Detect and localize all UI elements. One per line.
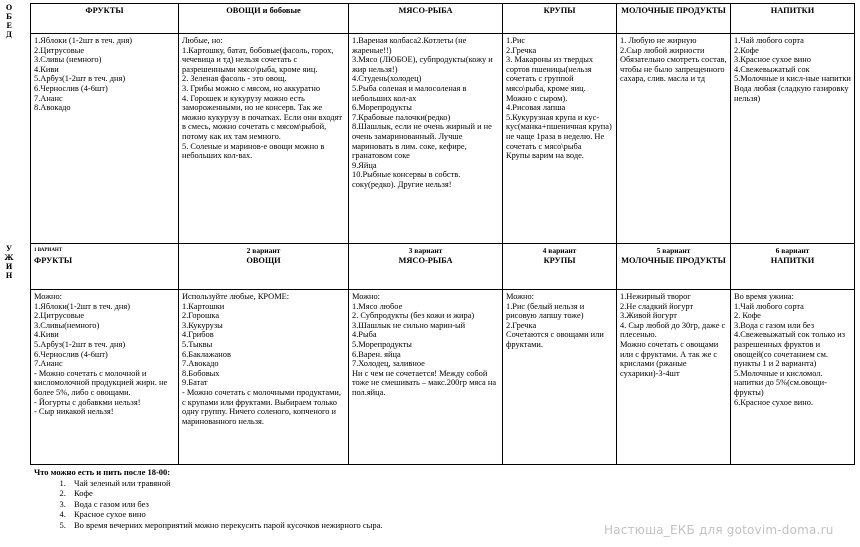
lunch-drinks-cell bbox=[731, 34, 855, 244]
lunch-header-fruits: ФРУКТЫ bbox=[31, 4, 179, 34]
cell-line: 2.Цитрусовые bbox=[34, 45, 85, 55]
cell-line: 4.Студень(холодец) bbox=[352, 74, 422, 84]
dinner-meat-fish-cell bbox=[349, 290, 503, 465]
dinner-variant-1: 1 ВАРИАНТ bbox=[34, 248, 63, 253]
cell-line: Можно: bbox=[506, 292, 534, 301]
watermark: Настюша_ЕКБ для gotovim-doma.ru bbox=[604, 523, 834, 537]
cell-line: 9.Батат bbox=[182, 378, 208, 388]
cell-line: 8.Шашлык, если не очень жирный и не очень замаринованный. Лучше мариновать в лим. соке, кефире, гранатовом соке bbox=[352, 122, 492, 161]
cell-line: 3.Вода с газом или без bbox=[734, 320, 815, 330]
cell-line: Ни с чем не сочетается! Между собой тоже не смешивать – макс.200гр мяса на пол.яйца. bbox=[352, 368, 497, 397]
cell-line: 7.Авокадо bbox=[182, 359, 219, 369]
cell-line: 1.Вареная колбаса2.Котлеты (не жареные!!) bbox=[352, 36, 467, 55]
cell-line: 7.Ананс bbox=[34, 359, 63, 369]
dinner-variant-5: 5 вариант bbox=[656, 246, 691, 255]
lunch-header-grains: КРУПЫ bbox=[503, 4, 617, 34]
cell-line: 8.Бобовых bbox=[182, 368, 220, 378]
cell-line: 3.Мясо (ЛЮБОЕ), субпродукты(кожу и жир нельзя!) bbox=[352, 55, 493, 74]
cell-line: 3.Живой йогурт bbox=[620, 311, 677, 321]
cell-line: 10.Рыбные консервы в собств. соку(редко). Другие нельзя! bbox=[352, 170, 461, 189]
cell-line: 5.Морепродукты bbox=[352, 339, 412, 349]
dinner-title-1: ФРУКТЫ bbox=[34, 255, 73, 265]
after-18-item: 5. Во время вечерних мероприятий можно перекусить парой кусочков нежирного сыра. bbox=[68, 520, 630, 531]
cell-line: 1.Нежирный творог bbox=[620, 292, 691, 301]
menu-table bbox=[30, 3, 855, 465]
cell-line: 5.Арбуз(1-2шт в теч. дня) bbox=[34, 74, 126, 84]
cell-line: 2.Цитрусовые bbox=[34, 311, 85, 321]
cell-line: 1.Чай любого сорта bbox=[734, 36, 804, 45]
cell-line: 2.Не сладкий йогурт bbox=[620, 301, 694, 311]
cell-line: Можно: bbox=[34, 292, 62, 301]
dinner-header-row bbox=[31, 244, 855, 290]
cell-line: 4.Рыба bbox=[352, 330, 377, 340]
cell-line: 2. Субпродукты (без кожи и жира) bbox=[352, 311, 475, 321]
dinner-vegetables-cell bbox=[179, 290, 349, 465]
lunch-header-drinks: НАПИТКИ bbox=[731, 4, 855, 34]
cell-line: 1.Яблоки (1-2шт в теч. дня) bbox=[34, 36, 133, 45]
cell-line: Во время ужина: bbox=[734, 292, 794, 301]
dinner-fruits-cell bbox=[31, 290, 179, 465]
cell-line: 1.Картошки bbox=[182, 301, 225, 311]
cell-line: Обязательно смотреть состав, чтобы не было запрещенного сахара, слив. масла и тд bbox=[620, 55, 727, 84]
after-18-item: 4. Красное сухое вино bbox=[68, 509, 630, 520]
cell-line: Крупы варим на воде. bbox=[506, 151, 584, 161]
cell-line: 5. Соленые и маринов-е овощи можно в небольших кол-вах. bbox=[182, 141, 325, 161]
cell-line: 2.Горошка bbox=[182, 311, 220, 321]
cell-line: 1.Рис bbox=[506, 36, 526, 45]
after-18-item: 3. Вода с газом или без bbox=[68, 499, 630, 510]
cell-line: - Йогурты с добавкми нельзя! bbox=[34, 397, 141, 407]
dinner-side-label: У Ж И Н bbox=[4, 244, 14, 280]
dinner-header-dairy bbox=[617, 244, 731, 290]
lunch-header-row bbox=[31, 4, 855, 34]
cell-line: 6.Баклажанов bbox=[182, 349, 231, 359]
dinner-variant-2: 2 вариант bbox=[246, 246, 281, 255]
cell-line: 7.Ананс bbox=[34, 93, 63, 103]
lunch-meat-fish-cell bbox=[349, 34, 503, 244]
cell-line: 4.Свежевыжатый сок bbox=[734, 64, 810, 74]
dinner-header-vegetables bbox=[179, 244, 349, 290]
cell-line: 1.Яблоки(1-2шт в теч. дня) bbox=[34, 301, 130, 311]
cell-line: 5.Кукурузная крупа и кус-кус(манка+пшеничная крупа) не чаще 1раза в неделю. Не сочетать с мясо\рыба bbox=[506, 112, 612, 151]
lunch-body-row bbox=[31, 34, 855, 244]
cell-line: 1. Любую не жирную bbox=[620, 36, 697, 45]
cell-line: 4.Киви bbox=[34, 330, 59, 340]
cell-line: 5.Рыба соленая и малосоленая в небольших кол-ах bbox=[352, 83, 467, 103]
cell-line: 1.Чай любого сорта bbox=[734, 301, 804, 311]
lunch-side-label: О Б Е Д bbox=[5, 3, 13, 39]
dinner-drinks-cell bbox=[731, 290, 855, 465]
dinner-header-fruits bbox=[31, 244, 179, 290]
lunch-fruits-cell bbox=[31, 34, 179, 244]
cell-line: 7.Холодец, заливное bbox=[352, 359, 425, 369]
after-18-title: Что можно есть и пить после 18-00: bbox=[34, 467, 171, 477]
dinner-variant-6: 6 вариант bbox=[775, 246, 810, 255]
dinner-header-drinks bbox=[731, 244, 855, 290]
dinner-variant-3: 3 вариант bbox=[408, 246, 443, 255]
cell-line: 3. Макароны из твердых сортов пшеницы(нельзя сочетать с группой мясо\рыба, кроме яиц. Можно с сыром). bbox=[506, 55, 594, 103]
cell-line: 2.Гречка bbox=[506, 320, 537, 330]
cell-line: Сочетаются с овощами или фруктами. bbox=[506, 330, 604, 349]
dinner-title-3: МЯСО-РЫБА bbox=[398, 255, 453, 265]
dinner-body-row bbox=[31, 290, 855, 465]
dinner-title-4: КРУПЫ bbox=[543, 255, 576, 265]
cell-line: 3.Шашлык не сильно марин-ый bbox=[352, 320, 466, 330]
lunch-header-meat-fish: МЯСО-РЫБА bbox=[349, 4, 503, 34]
dinner-header-meat-fish bbox=[349, 244, 503, 290]
after-18-list bbox=[30, 478, 630, 531]
cell-line: 6.Красное сухое вино. bbox=[734, 397, 814, 407]
cell-line: 4.Киви bbox=[34, 64, 59, 74]
dinner-title-2: ОВОЩИ bbox=[246, 255, 281, 265]
cell-line: - Сыр никакой нельзя! bbox=[34, 407, 114, 417]
cell-line: Можно сочетать с овощами или с фруктами. А так же с крислами (ржаные сухарики)-3-4шт bbox=[620, 339, 719, 378]
lunch-dairy-cell bbox=[617, 34, 731, 244]
dinner-header-grains bbox=[503, 244, 617, 290]
cell-line: 9.Яйца bbox=[352, 160, 377, 170]
cell-line: 1.Рис (белый нельзя и рисовую лапшу тоже) bbox=[506, 301, 585, 321]
dinner-dairy-cell bbox=[617, 290, 731, 465]
cell-line: 2.Гречка bbox=[506, 45, 537, 55]
cell-line: 2. Кофе bbox=[734, 311, 761, 321]
cell-line: 2. Зеленая фасоль - это овощ. bbox=[182, 74, 287, 84]
lunch-vegetables-cell bbox=[179, 34, 349, 244]
cell-line: 6.Варен. яйца bbox=[352, 349, 401, 359]
lunch-header-vegetables: ОВОЩИ и бобовые bbox=[179, 4, 349, 34]
cell-line: Любые, но: bbox=[182, 36, 223, 45]
dinner-title-6: НАПИТКИ bbox=[770, 255, 815, 265]
after-18-section bbox=[30, 467, 630, 530]
lunch-grains-cell bbox=[503, 34, 617, 244]
dinner-grains-cell bbox=[503, 290, 617, 465]
cell-line: 4.Грибов bbox=[182, 330, 214, 340]
cell-line: 3.Красное сухое вино bbox=[734, 55, 811, 65]
cell-line: - Можно сочетать с молочными продуктами, с крупами или фруктами. Выбираем только одну группу. Ничего соленого, копченого и маринованного нельзя. bbox=[182, 387, 342, 426]
cell-line: 3.Сливы (немного) bbox=[34, 55, 102, 65]
cell-line: Используйте любые, КРОМЕ: bbox=[182, 292, 290, 301]
dinner-title-5: МОЛОЧНЫЕ ПРОДУКТЫ bbox=[621, 255, 726, 265]
cell-line: 5.Арбуз(1-2шт в теч. дня) bbox=[34, 339, 126, 349]
cell-line: 6.Морепродукты bbox=[352, 103, 412, 113]
after-18-item: 2. Кофе bbox=[68, 488, 630, 499]
cell-line: 6.Чернослив (4-6шт) bbox=[34, 349, 108, 359]
cell-line: 4. Сыр любой до 30гр, даже с плесенью. bbox=[620, 320, 726, 340]
cell-line: 1.Мясо любое bbox=[352, 301, 403, 311]
cell-line: 4.Свежевыжатый сок только из разрешенных фруктов и овощей(со сочетанием см. пункты 1 и 2 варианта) bbox=[734, 330, 846, 369]
cell-line: 2.Сыр любой жирности bbox=[620, 45, 705, 55]
cell-line: 7.Крабовые палочки(редко) bbox=[352, 112, 451, 122]
cell-line: 4.Рисовая лапша bbox=[506, 103, 566, 113]
cell-line: Вода любая (сладкую газировку нельзя) bbox=[734, 83, 849, 103]
cell-line: 3.Сливы(немного) bbox=[34, 320, 100, 330]
cell-line: 5.Молочные и кисл-ные напитки bbox=[734, 74, 851, 84]
cell-line: - Можно сочетать с молочной и кисломолочной продукцией жирн. не более 5%, либо с овощами. bbox=[34, 368, 168, 397]
after-18-item: 1. Чай зеленый или травяной bbox=[68, 478, 630, 489]
dinner-variant-4: 4 вариант bbox=[542, 246, 577, 255]
cell-line: 4. Горошек и кукурузу можно есть замороженными, но не консерв. Так же можно кукурузу в початках. Если они входят в смесь, можно сочетать с мясом\рыбой, потому как их там немного. bbox=[182, 93, 343, 141]
cell-line: 3. Грибы можно с мясом, но аккуратно bbox=[182, 83, 321, 93]
cell-line: 5.Молочные и кисломол. напитки до 5%(см.овощи-фрукты) bbox=[734, 368, 827, 397]
cell-line: Можно: bbox=[352, 292, 380, 301]
cell-line: 1.Картошку, батат, бобовые(фасоль, горох, чечевица и тд) нельзя сочетать с разрешенными мясо\рыба, кроме яиц. bbox=[182, 45, 334, 74]
cell-line: 5.Тыквы bbox=[182, 339, 213, 349]
cell-line: 8.Авокадо bbox=[34, 103, 71, 113]
cell-line: 6.Чернослив (4-6шт) bbox=[34, 83, 108, 93]
cell-line: 2.Кофе bbox=[734, 45, 759, 55]
lunch-header-dairy: МОЛОЧНЫЕ ПРОДУКТЫ bbox=[617, 4, 731, 34]
cell-line: 3.Кукурузы bbox=[182, 320, 223, 330]
